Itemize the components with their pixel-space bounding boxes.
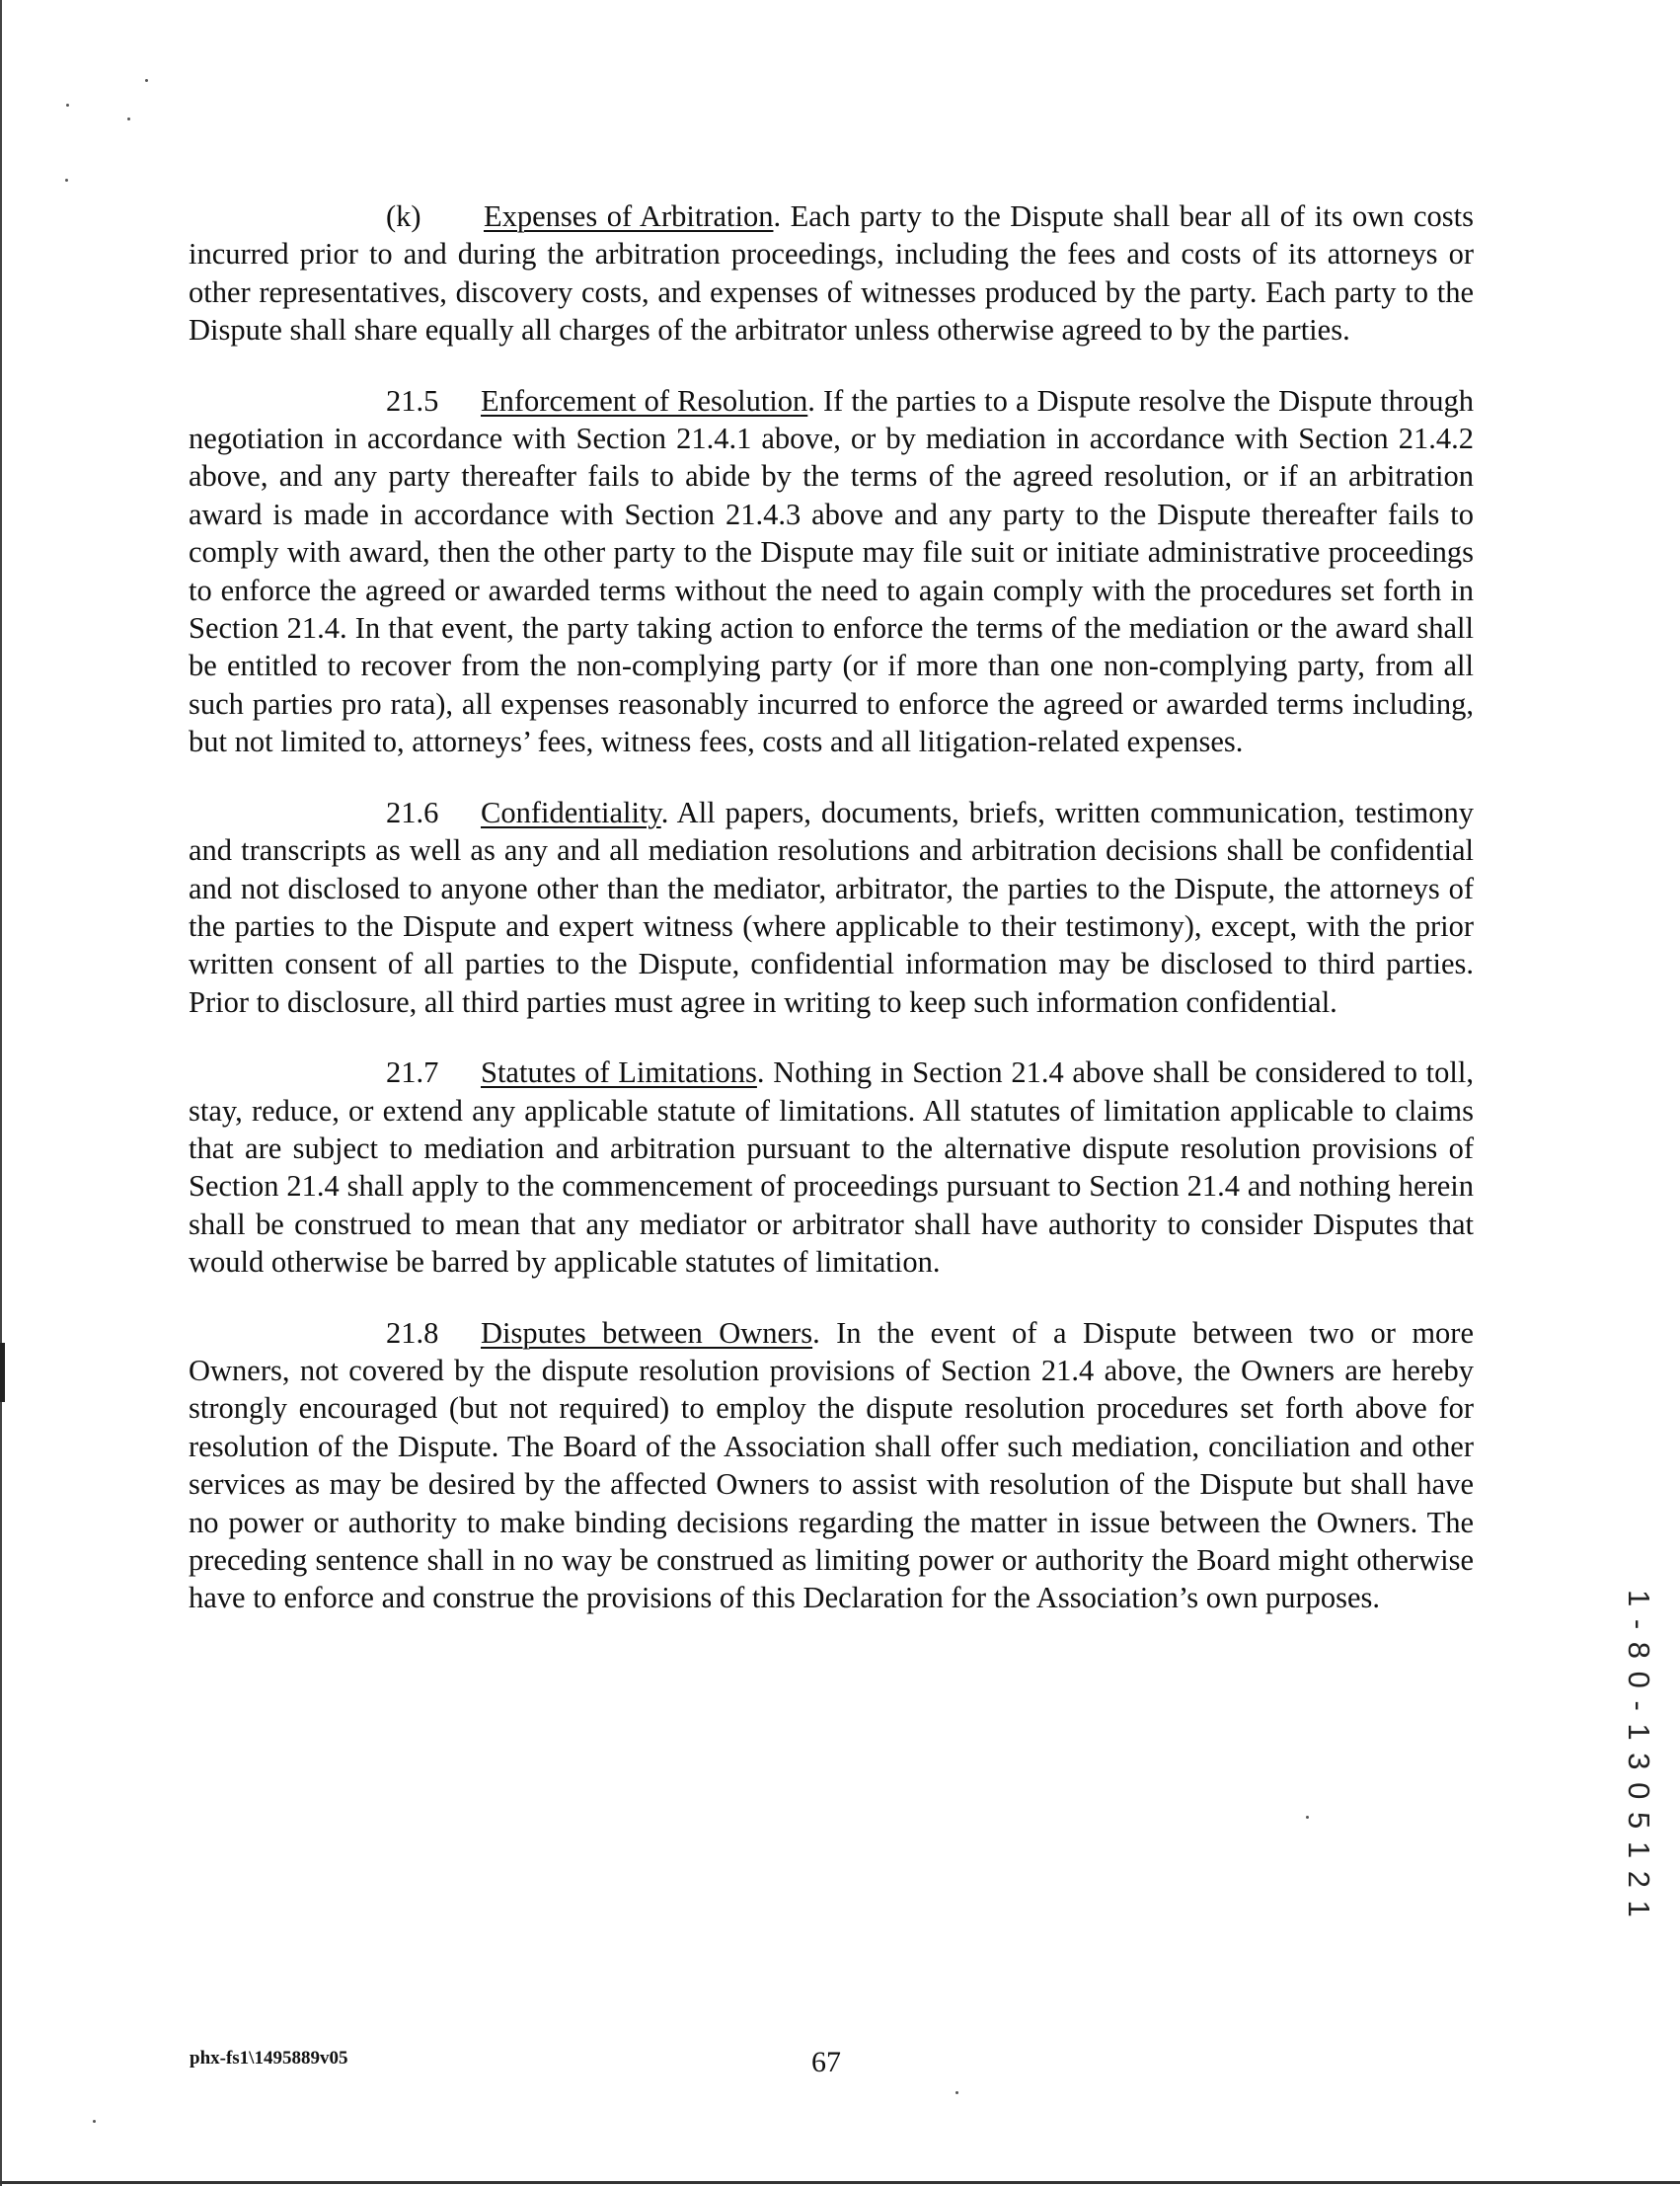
paragraph-text: . Each party to the Dispute shall bear all of its own costs incurred prior to and during the arbitration proceedings, including the fees and costs of its attorneys or other representatives, discovery costs, and expenses of witnesses produced by the party. Each party to the Dispute shall share equally all charges of the arbitrator unless otherwise agreed to by the parties. (189, 199, 1474, 348)
paragraph-21-5-enforcement-of-resolution (189, 382, 1474, 761)
paragraph-heading: Confidentiality (481, 795, 661, 829)
paragraph-21-8-disputes-between-owners (189, 1314, 1474, 1617)
scan-left-border (0, 0, 2, 2186)
scan-speck (127, 117, 130, 120)
paragraph-number: 21.5 (386, 383, 439, 418)
paragraph-text: . If the parties to a Dispute resolve the Dispute through negotiation in accordance with Section 21.4.1 above, or by mediation in accordance with Section 21.4.2 above, and any party thereafter fails to abide by the terms of the agreed resolution, or if an arbitration award is made in accordance with Section 21.4.3 above and any party to the Dispute thereafter fails to comply with award, then the other party to the Dispute may file suit or initiate administrative proceedings to enforce the agreed or awarded terms without the need to again comply with the procedures set forth in Section 21.4. In that event, the party taking action to enforce the terms of the mediation or the award shall be entitled to recover from the non-complying party (or if more than one non-complying party, from all such parties pro rata), all expenses reasonably incurred to enforce the agreed or awarded terms including, but not limited to, attorneys’ fees, witness fees, costs and all litigation-related expenses. (189, 383, 1474, 759)
paragraph-text: . In the event of a Dispute between two or more Owners, not covered by the dispute resolution provisions of Section 21.4 above, the Owners are hereby strongly encouraged (but not required) to employ the dispute resolution procedures set forth above for resolution of the Dispute. The Board of the Association shall offer such mediation, conciliation and other services as may be desired by the affected Owners to assist with resolution of the Dispute but shall have no power or authority to make binding decisions regarding the matter in issue between the Owners. The preceding sentence shall in no way be construed as limiting power or authority the Board might otherwise have to enforce and construe the provisions of this Declaration for the Association’s own purposes. (189, 1315, 1474, 1615)
paragraph-text: . Nothing in Section 21.4 above shall be considered to toll, stay, reduce, or extend any applicable statute of limitations. All statutes of limitation applicable to claims that are subject to mediation and arbitration pursuant to the alternative dispute resolution provisions of Section 21.4 shall apply to the commencement of proceedings pursuant to Section 21.4 and nothing herein shall be construed to mean that any mediator or arbitrator shall have authority to consider Disputes that would otherwise be barred by applicable statutes of limitation. (189, 1055, 1474, 1280)
scan-speck (1306, 1816, 1309, 1819)
scan-speck (93, 2120, 96, 2123)
scan-border-mark (0, 1343, 5, 1402)
paragraph-number: 21.6 (386, 795, 439, 829)
paragraph-number: 21.7 (386, 1055, 439, 1090)
footer-document-id: phx-fs1\1495889v05 (190, 2048, 348, 2069)
recording-stamp-text: 1 - 8 0 - 1 3 0 5 1 2 1 (1622, 1590, 1656, 1919)
scan-speck (955, 2091, 958, 2094)
recording-stamp (1619, 1590, 1658, 1919)
scan-speck (145, 79, 148, 82)
paragraph-k-expenses-of-arbitration (189, 197, 1474, 350)
paragraph-heading: Disputes between Owners (481, 1315, 813, 1350)
paragraph-text: . All papers, documents, briefs, written communication, testimony and transcripts as well as any and all mediation resolutions and arbitration decisions shall be confidential and not disclosed to anyone other than the mediator, arbitrator, the parties to the Dispute, the attorneys of the parties to the Dispute and expert witness (where applicable to their testimony), except, with the prior written consent of all parties to the Dispute, confidential information may be disclosed to third parties. Prior to disclosure, all third parties must agree in writing to keep such information confidential. (189, 795, 1474, 1019)
paragraph-heading: Enforcement of Resolution (481, 383, 808, 418)
paragraph-21-6-confidentiality (189, 794, 1474, 1021)
paragraph-heading: Statutes of Limitations (481, 1055, 757, 1090)
paragraph-heading: Expenses of Arbitration (484, 199, 774, 233)
document-body (189, 197, 1474, 1650)
scan-bottom-border (0, 2181, 1680, 2184)
paragraph-number: 21.8 (386, 1315, 439, 1350)
scan-speck (66, 104, 69, 107)
paragraph-21-7-statutes-of-limitations (189, 1054, 1474, 1281)
paragraph-number: (k) (386, 199, 421, 233)
scan-speck (65, 179, 68, 182)
page-number: 67 (811, 2046, 841, 2078)
